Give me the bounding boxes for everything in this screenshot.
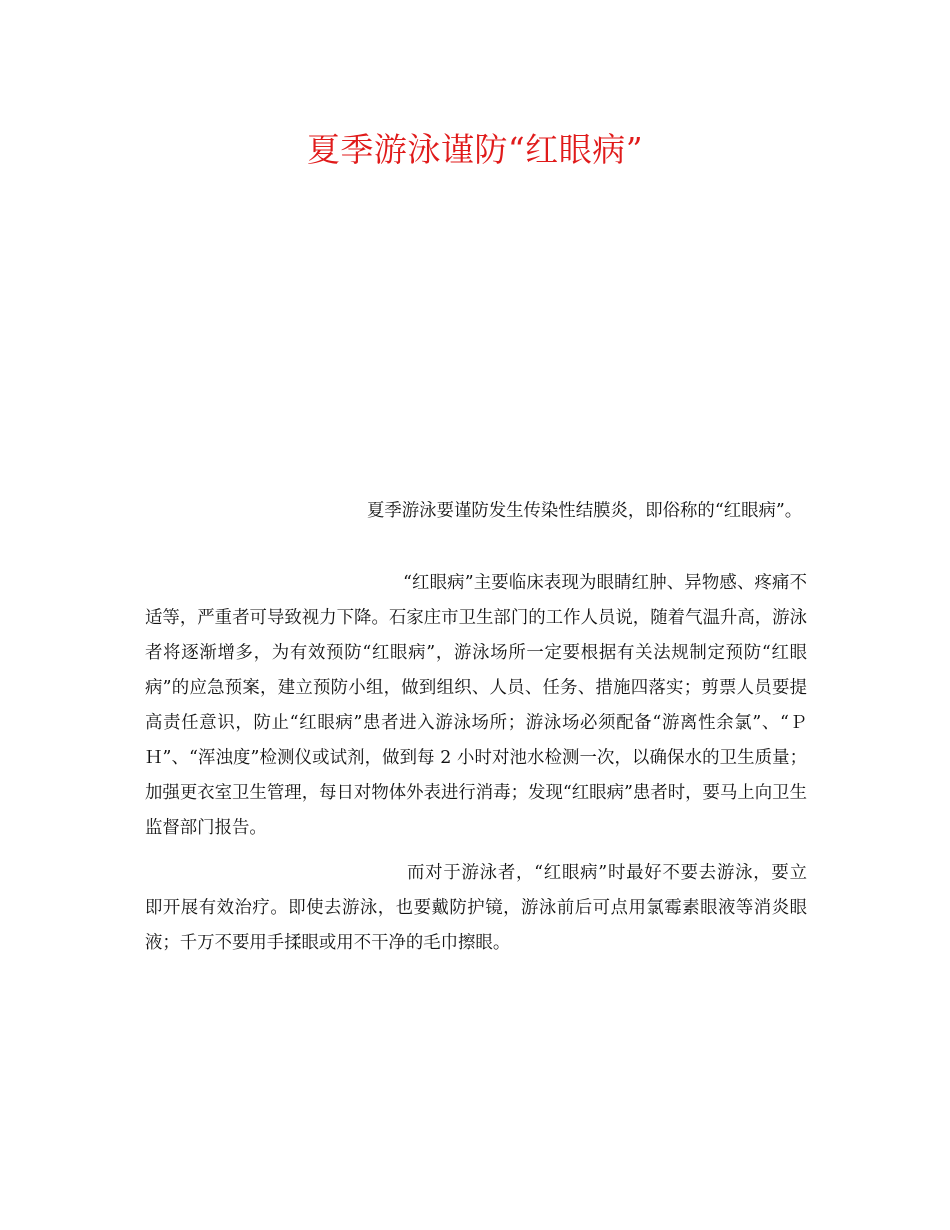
paragraph-intro: 夏季游泳要谨防发生传染性结膜炎，即俗称的“红眼病”。 bbox=[367, 501, 803, 521]
document-title: 夏季游泳谨防“红眼病” bbox=[306, 130, 644, 169]
paragraph-prevention-measures: “红眼病”主要临床表现为眼睛红肿、异物感、疼痛不适等，严重者可导致视力下降。石家庄市卫生部门的工作人员说，随着气温升高，游泳者将逐渐增多，为有效预防“红眼病”，游泳场所一定要根据有关法规制定预防“红眼病”的应急预案，建立预防小组，做到组织、人员、任务、措施四落实；剪票人员要提高责任意识，防止“红眼病”患者进入游泳场所；游泳场必须配备“游离性余氯”、“ＰＨ”、“浑浊度”检测仪或试剂，做到每 2 小时对池水检测一次，以确保水的卫生质量；加强更衣室卫生管理，每日对物体外表进行消毒；发现“红眼病”患者时，要马上向卫生监督部门报告。 bbox=[145, 573, 807, 838]
paragraph-swimmer-advice: 而对于游泳者，“红眼病”时最好不要去游泳，要立即开展有效治疗。即使去游泳，也要戴防护镜，游泳前后可点用氯霉素眼液等消炎眼液；千万不要用手揉眼或用不干净的毛巾擦眼。 bbox=[145, 863, 807, 953]
